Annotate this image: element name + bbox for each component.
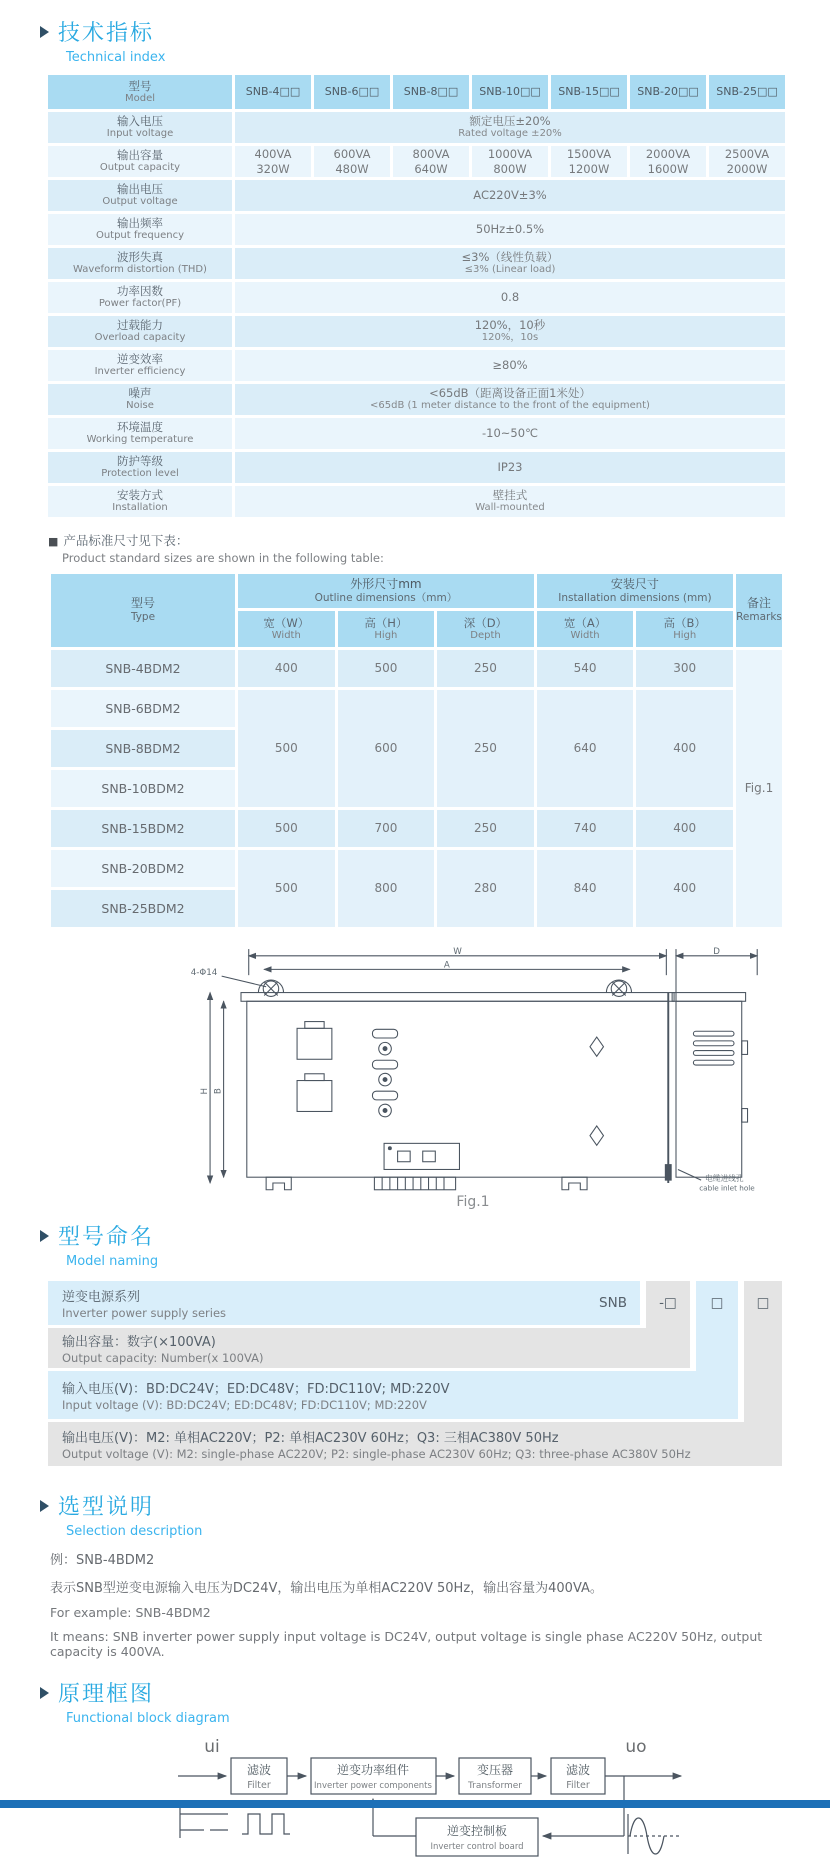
spec-row-value-line: AC220V±3% [473, 188, 547, 203]
section-title: 技术指标 [58, 21, 155, 46]
size-sub-a: 宽（A） Width [537, 611, 634, 647]
block-control-zh: 逆变控制板 [446, 1824, 508, 1838]
size-sub-b: 高（B） High [636, 611, 733, 647]
spec-cell-line: 320W [256, 161, 290, 176]
dim-b-label: B [213, 1088, 224, 1095]
size-col-remarks: 备注 Remarks [736, 574, 782, 647]
table-row: SNB-6BDM2 500 600 250 640 400 [51, 690, 782, 727]
spec-row-label [48, 214, 232, 245]
spec-row-value-line: -10~50℃ [482, 426, 538, 441]
spec-row-value-line: ≤3%（线性负载） [461, 250, 559, 265]
spec-row-value [235, 316, 785, 347]
spec-row-label [48, 282, 232, 313]
spec-row-cell [393, 146, 469, 177]
spec-row-label-zh: 过载能力 [117, 318, 163, 333]
spec-header-model-5: SNB-20□□ [630, 75, 706, 109]
spec-row-value-line: ≥80% [492, 358, 528, 373]
size-sub-h: 高（H） High [338, 611, 435, 647]
block-power-en: Inverter power components [314, 1781, 432, 1791]
spec-row-label-zh: 安装方式 [117, 488, 163, 503]
spec-row-label-zh: 逆变效率 [117, 352, 163, 367]
section-subtitle: Technical index [66, 50, 166, 65]
spec-cell-line: 800VA [412, 147, 450, 162]
block-power-zh: 逆变功率组件 [336, 1763, 410, 1777]
spec-row-value [235, 282, 785, 313]
naming-code-0: SNB [599, 1295, 627, 1311]
spec-row-value [235, 214, 785, 245]
spec-row-label [48, 316, 232, 347]
size-note-en: Product standard sizes are shown in the following table: [62, 551, 384, 565]
spec-row-value [235, 486, 785, 517]
dim-d-label: D [713, 946, 720, 957]
footer-bar [0, 1800, 830, 1808]
spec-cell-line: 800W [493, 161, 527, 176]
spec-row-value-line: 壁挂式 [492, 488, 528, 503]
spec-row-label-zh: 功率因数 [117, 284, 163, 299]
naming-row-en: Inverter power supply series [62, 1306, 227, 1320]
block-filter2-zh: 滤波 [565, 1763, 591, 1777]
spec-row-label [48, 248, 232, 279]
spec-row-label-zh: 输入电压 [117, 114, 163, 129]
spec-cell-line: 480W [335, 161, 369, 176]
table-row: SNB-8BDM2 [51, 730, 782, 767]
spec-cell-line: 2000W [726, 161, 768, 176]
spec-row-value [235, 112, 785, 143]
spec-header-model-2: SNB-8□□ [393, 75, 469, 109]
spec-row-label-zh: 输出电压 [117, 182, 163, 197]
block-transformer-zh: 变压器 [476, 1763, 514, 1777]
dim-a-label: A [443, 960, 450, 971]
spec-row-label-en: Input voltage [106, 128, 174, 140]
section-diagram-header [40, 1677, 785, 1708]
spec-row-value [235, 350, 785, 381]
spec-table [48, 75, 785, 517]
spec-row-label [48, 418, 232, 449]
spec-row-label-en: Noise [126, 400, 154, 412]
section-title: 选型说明 [58, 1495, 155, 1520]
spec-header-model-1: SNB-6□□ [314, 75, 390, 109]
naming-row-en: Input voltage (V): BD:DC24V; ED:DC48V; FD:DC110V; MD:220V [62, 1398, 427, 1412]
naming-code-3: □ [756, 1295, 770, 1311]
spec-cell-line: 2500VA [724, 147, 770, 162]
size-col-install: 安装尺寸 Installation dimensions (mm) [537, 574, 733, 608]
spec-cell-line: 400VA [254, 147, 292, 162]
spec-row-label [48, 384, 232, 415]
block-transformer-en: Transformer [467, 1781, 523, 1791]
spec-row-label [48, 452, 232, 483]
spec-row-label-zh: 输出频率 [117, 216, 163, 231]
section-title: 原理框图 [58, 1682, 155, 1707]
spec-row-label-en: Power factor(PF) [98, 298, 182, 310]
spec-row-cell [630, 146, 706, 177]
triangle-bullet-icon [40, 1687, 49, 1699]
naming-row-zh: 输出容量：数字(×100VA) [62, 1335, 216, 1350]
spec-row-label [48, 486, 232, 517]
triangle-bullet-icon [40, 1500, 49, 1512]
dim-w-label: W [453, 946, 462, 957]
spec-row-label-en: Inverter efficiency [94, 366, 186, 378]
selection-example-zh: 例：SNB-4BDM2 [50, 1553, 155, 1568]
spec-row-value [235, 180, 785, 211]
size-remark-cell: Fig.1 [736, 650, 782, 927]
spec-row-value [235, 248, 785, 279]
table-row: SNB-15BDM2 500 700 250 740 400 [51, 810, 782, 847]
spec-row-label [48, 350, 232, 381]
naming-row-3 [48, 1422, 782, 1466]
spec-row-value-line: <65dB (1 meter distance to the front of the equipment) [370, 400, 650, 412]
spec-cell-line: 1500VA [566, 147, 612, 162]
spec-header-model-zh: 型号 [128, 78, 152, 93]
spec-row-cell [551, 146, 627, 177]
table-row: SNB-20BDM2 500 800 280 840 400 [51, 850, 782, 887]
spec-cell-line: 1000VA [487, 147, 533, 162]
section-selection-header [40, 1490, 785, 1521]
spec-row-label-en: Output capacity [99, 162, 181, 174]
spec-row-value-line: Wall-mounted [475, 502, 545, 514]
naming-code-2: □ [710, 1295, 724, 1311]
cable-inlet-label-en: cable inlet hole [699, 1183, 755, 1193]
table-row: SNB-4BDM2 400 500 250 540 300 Fig.1 [51, 650, 782, 687]
block-filter2-en: Filter [566, 1780, 590, 1791]
spec-row-label-zh: 输出容量 [117, 148, 163, 163]
spec-row-label [48, 112, 232, 143]
naming-code-1: -□ [659, 1295, 677, 1311]
square-bullet-icon: ■ [48, 535, 59, 548]
spec-row-cell [314, 146, 390, 177]
spec-row-value-line: <65dB（距离设备正面1米处） [429, 386, 591, 401]
section-technical-header [40, 16, 785, 47]
spec-row-label-en: Output voltage [102, 196, 178, 208]
spec-row-value-line: 额定电压±20% [469, 114, 551, 129]
block-filter1-zh: 滤波 [246, 1763, 272, 1777]
spec-header-model [48, 75, 232, 109]
naming-row-zh: 逆变电源系列 [62, 1290, 141, 1305]
section-title: 型号命名 [58, 1225, 155, 1250]
spec-cell-line: 2000VA [645, 147, 691, 162]
spec-cell-line: 600VA [333, 147, 371, 162]
spec-row-label [48, 180, 232, 211]
spec-row-label-zh: 环境温度 [117, 420, 163, 435]
spec-cell-line: 1200W [568, 161, 610, 176]
naming-row-2 [48, 1371, 738, 1419]
naming-row-en: Output capacity: Number(x 100VA) [62, 1351, 264, 1365]
selection-meaning-en: It means: SNB inverter power supply input voltage is DC24V, output voltage is single phase AC220V 50Hz, output capacity is 400VA. [50, 1629, 763, 1659]
spec-row-label-zh: 噪声 [128, 386, 152, 401]
spec-header-model-0: SNB-4□□ [235, 75, 311, 109]
spec-row-value-line: 50Hz±0.5% [475, 222, 545, 237]
cabinet-drawing [183, 946, 763, 1193]
spec-row-label-en: Waveform distortion (THD) [73, 264, 207, 276]
size-col-type: 型号 Type [51, 574, 235, 647]
spec-header-model-en: Model [124, 92, 156, 104]
spec-row-value [235, 384, 785, 415]
size-table [48, 571, 785, 930]
naming-row-1 [48, 1328, 690, 1368]
spec-row-value [235, 452, 785, 483]
size-note [48, 531, 785, 565]
size-sub-w: 宽（W） Width [238, 611, 335, 647]
size-col-outline: 外形尺寸mm Outline dimensions（mm） [238, 574, 534, 608]
spec-row-cell [709, 146, 785, 177]
spec-row-value-line: Rated voltage ±20% [458, 128, 562, 140]
input-signal-label: ui [204, 1737, 220, 1757]
spec-row-value-line: 0.8 [500, 290, 520, 305]
table-row: SNB-10BDM2 [51, 770, 782, 807]
spec-row-value [235, 418, 785, 449]
spec-header-model-3: SNB-10□□ [472, 75, 548, 109]
model-naming-diagram [48, 1281, 782, 1466]
spec-row-label-zh: 波形失真 [117, 250, 163, 265]
spec-row-label-zh: 防护等级 [117, 454, 163, 469]
table-row: SNB-25BDM2 [51, 890, 782, 927]
spec-row-label-en: Installation [112, 502, 168, 514]
spec-cell-line: 1600W [647, 161, 689, 176]
block-filter1-en: Filter [247, 1780, 271, 1791]
section-naming-header [40, 1220, 785, 1251]
selection-example-en: For example: SNB-4BDM2 [50, 1605, 211, 1620]
section-subtitle: Selection description [66, 1524, 203, 1539]
naming-row-0 [48, 1281, 640, 1325]
block-control-en: Inverter control board [430, 1842, 524, 1852]
spec-row-cell [472, 146, 548, 177]
spec-header-model-6: SNB-25□□ [709, 75, 785, 109]
spec-row-label-en: Output frequency [95, 230, 185, 242]
spec-row-label-en: Overload capacity [94, 332, 186, 344]
spec-row-cell [235, 146, 311, 177]
triangle-bullet-icon [40, 1230, 49, 1242]
section-subtitle: Functional block diagram [66, 1711, 230, 1726]
dim-h-label: H [200, 1087, 211, 1095]
spec-row-value-line: 120%，10秒 [474, 318, 546, 333]
triangle-bullet-icon [40, 26, 49, 38]
naming-row-zh: 输入电压(V)：BD:DC24V；ED:DC48V；FD:DC110V; MD:220V [62, 1382, 450, 1397]
spec-row-value-line: 120%，10s [481, 332, 539, 344]
holes-label: 4-Φ14 [190, 968, 218, 979]
dimension-figure [183, 946, 763, 1192]
spec-row-value-line: ≤3% (Linear load) [464, 264, 556, 276]
section-subtitle: Model naming [66, 1254, 159, 1269]
size-sub-d: 深（D） Depth [437, 611, 534, 647]
output-signal-label: uo [625, 1737, 647, 1757]
naming-row-en: Output voltage (V): M2: single-phase AC220V; P2: single-phase AC230V 60Hz; Q3: three-phase AC380V 50Hz [62, 1447, 691, 1461]
selection-meaning-zh: 表示SNB型逆变电源输入电压为DC24V，输出电压为单相AC220V 50Hz，输出容量为400VA。 [50, 1581, 603, 1596]
spec-row-label [48, 146, 232, 177]
spec-cell-line: 640W [414, 161, 448, 176]
figure-caption: Fig.1 [456, 1194, 490, 1210]
spec-header-model-4: SNB-15□□ [551, 75, 627, 109]
spec-row-label-en: Working temperature [86, 434, 194, 446]
spec-row-label-en: Protection level [101, 468, 179, 480]
size-note-zh: 产品标准尺寸见下表： [63, 533, 189, 548]
cable-inlet-label-zh: 电缆进线孔 [705, 1174, 744, 1184]
spec-row-value-line: IP23 [497, 460, 523, 475]
naming-row-zh: 输出电压(V)：M2: 单相AC220V；P2: 单相AC230V 60Hz；Q3: 三相AC380V 50Hz [62, 1431, 559, 1446]
